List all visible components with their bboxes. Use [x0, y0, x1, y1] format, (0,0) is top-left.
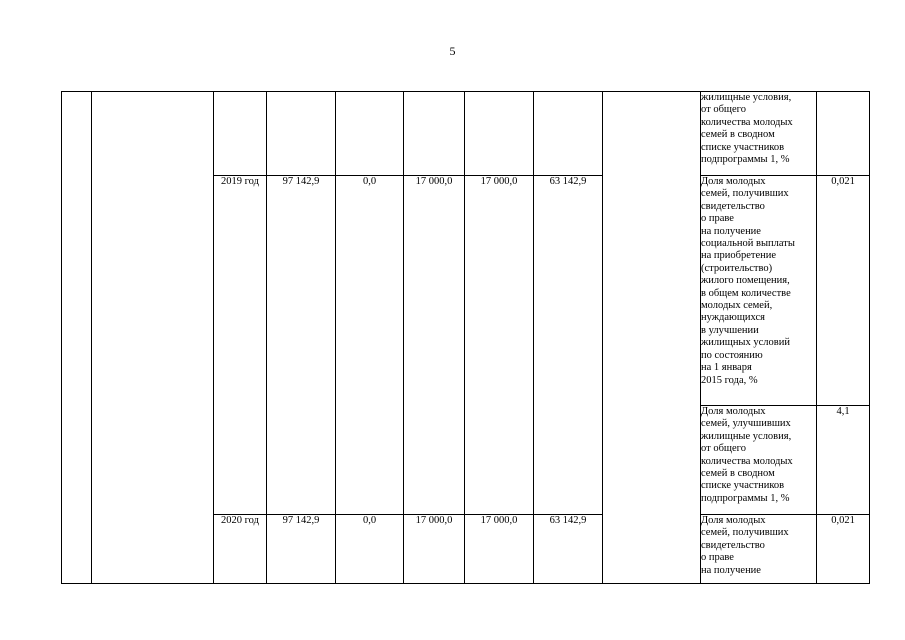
indicator-cell [701, 176, 817, 406]
total-cell: 97 142,9 [267, 515, 336, 584]
local-budget-cell: 17 000,0 [465, 176, 534, 515]
indicator-text: Доля молодых семей, получивших свидетельство о праве на получение [701, 515, 789, 576]
program-table [61, 91, 870, 584]
table-row [62, 92, 870, 176]
indicator-text: Доля молодых семей, улучшивших жилищные условия, от общего количества молодых семей в сводном списке участников подпрограммы 1, % [701, 406, 793, 504]
indicator-cell [701, 406, 817, 515]
regional-cell-empty [404, 92, 465, 176]
other-sources-cell: 63 142,9 [534, 176, 603, 515]
year-cell: 2019 год [214, 176, 267, 515]
local-budget-cell: 17 000,0 [465, 515, 534, 584]
indicator-text: жилищные условия, от общего количества молодых семей в сводном списке участников подпрограммы 1, % [701, 92, 793, 166]
indicator-value-cell [817, 92, 870, 176]
indicator-cell [701, 92, 817, 176]
indicator-value-cell: 4,1 [817, 406, 870, 515]
year-cell: 2020 год [214, 515, 267, 584]
indicator-value-cell: 0,021 [817, 176, 870, 406]
indicator-value-cell: 0,021 [817, 515, 870, 584]
name-cell [92, 92, 214, 584]
federal-budget-cell: 0,0 [336, 176, 404, 515]
federal-cell-empty [336, 92, 404, 176]
indicator-text: Доля молодых семей, получивших свидетельство о праве на получение социальной выплаты на приобретение (строительство) жилого помещения, в общем количестве молодых семей, нуждающихся в улучшении жилищных условий по состоянию на 1 января 2015 года, % [701, 176, 795, 386]
total-cell: 97 142,9 [267, 176, 336, 515]
other-cell-empty [534, 92, 603, 176]
local-cell-empty [465, 92, 534, 176]
number-cell [62, 92, 92, 584]
year-cell-empty [214, 92, 267, 176]
regional-budget-cell: 17 000,0 [404, 176, 465, 515]
other-sources-cell: 63 142,9 [534, 515, 603, 584]
total-cell-empty [267, 92, 336, 176]
executor-cell [603, 92, 701, 584]
regional-budget-cell: 17 000,0 [404, 515, 465, 584]
indicator-cell [701, 515, 817, 584]
page-number: 5 [449, 44, 456, 58]
federal-budget-cell: 0,0 [336, 515, 404, 584]
